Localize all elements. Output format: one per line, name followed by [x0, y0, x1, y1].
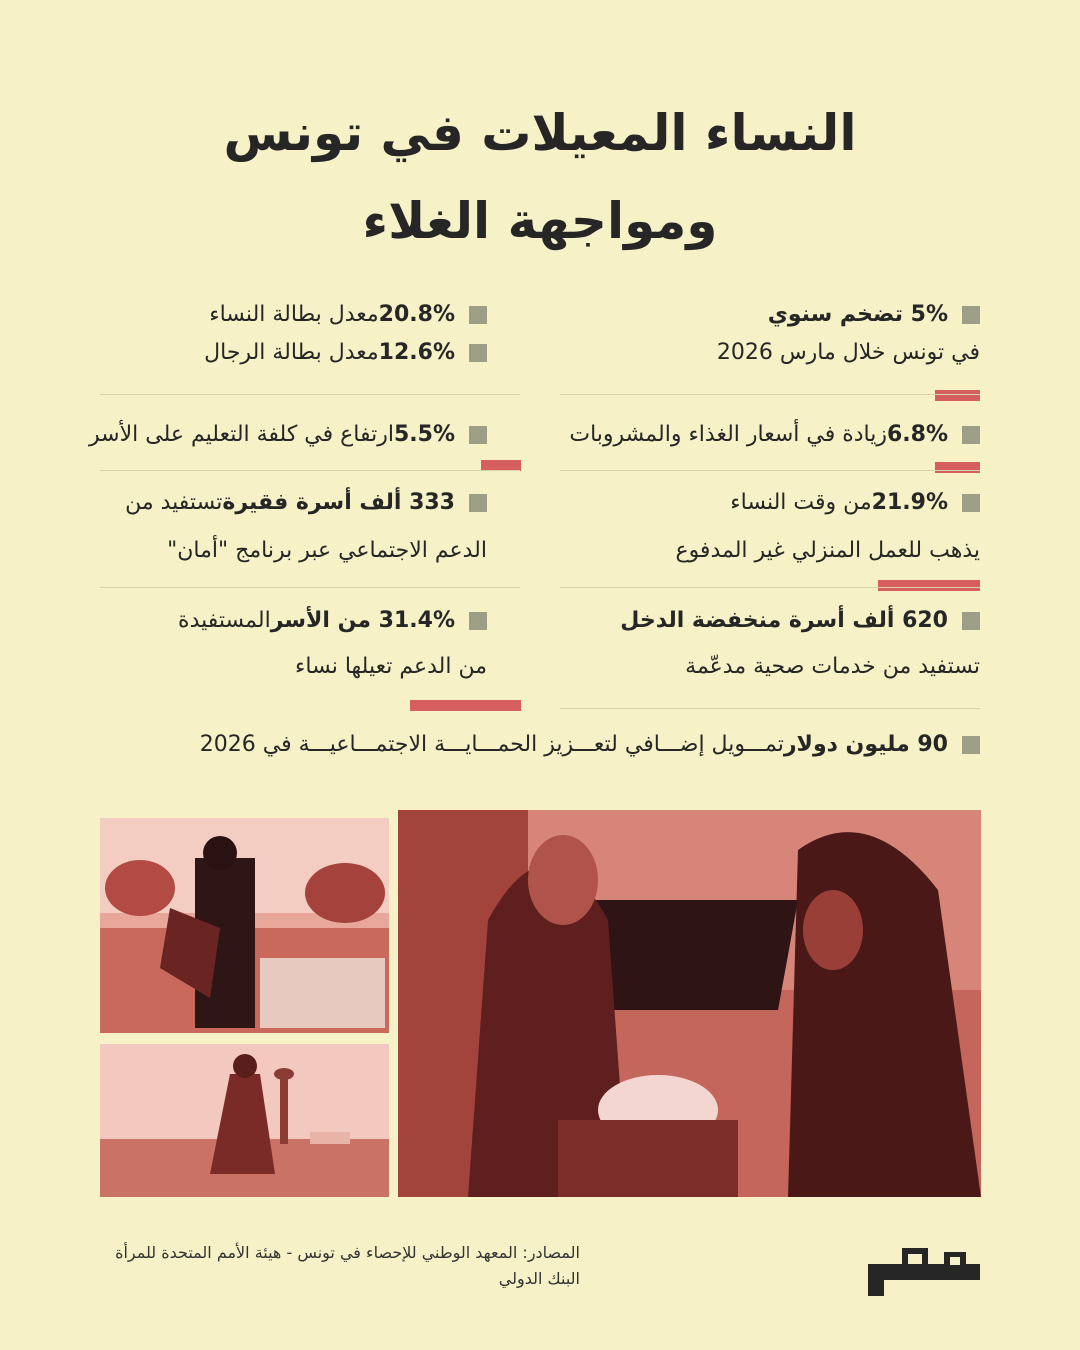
bullet-square-icon [469, 306, 487, 324]
woman-harvesting-photo [100, 818, 389, 1033]
stat-women-headed: 31.4% من الأسر المستفيدة من الدعم تعيلها نساء [178, 608, 487, 679]
bullet-square-icon [962, 736, 980, 754]
bullet-square-icon [962, 426, 980, 444]
stat-funding: 90 مليون دولار تمـــويل إضـــافي لتعـــزيز الحمـــايـــة الاجتمـــاعيـــة في 2026 [100, 726, 980, 764]
headline-line-1: النساء المعيلات في تونس [223, 104, 857, 162]
divider [560, 470, 980, 471]
stat-aman-program: 333 ألف أسرة فقيرة تستفيد من الدعم الاجتماعي عبر برنامج "أمان" [125, 490, 487, 563]
stat-unemployment: 20.8% معدل بطالة النساء 12.6% معدل بطالة الرجال [87, 296, 487, 372]
stat-health-services: 620 ألف أسرة منخفضة الدخل تستفيد من خدمات صحية مدعّمة [620, 608, 980, 679]
bullet-square-icon [962, 494, 980, 512]
bullet-square-icon [469, 426, 487, 444]
divider [100, 470, 520, 471]
divider [560, 587, 980, 588]
headline-line-2: ومواجهة الغلاء [362, 192, 718, 250]
bullet-square-icon [469, 344, 487, 362]
stat-food-prices: 6.8% زيادة في أسعار الغذاء والمشروبات [560, 416, 980, 454]
stat-unpaid-work: 21.9% من وقت النساء يذهب للعمل المنزلي غير المدفوع [675, 490, 980, 563]
market-women-photo [398, 810, 981, 1197]
bullet-square-icon [469, 612, 487, 630]
accent-bar [935, 462, 980, 473]
divider [100, 587, 520, 588]
bullet-square-icon [469, 494, 487, 512]
divider [100, 394, 520, 395]
sifr-logo [868, 1244, 980, 1296]
sources-note: المصادر: المعهد الوطني للإحصاء في تونس - هيئة الأمم المتحدة للمرأة البنك الدولي [115, 1243, 580, 1288]
divider [560, 394, 980, 395]
stat-education-cost: 5.5% ارتفاع في كلفة التعليم على الأسر [87, 416, 487, 454]
woman-in-field-photo [100, 1044, 389, 1197]
accent-bar [878, 580, 980, 591]
divider [560, 708, 980, 709]
accent-bar [935, 390, 980, 401]
accent-bar [410, 700, 521, 711]
stat-inflation: 5% تضخم سنوي في تونس خلال مارس 2026 [716, 302, 980, 365]
bullet-square-icon [962, 306, 980, 324]
bullet-square-icon [962, 612, 980, 630]
